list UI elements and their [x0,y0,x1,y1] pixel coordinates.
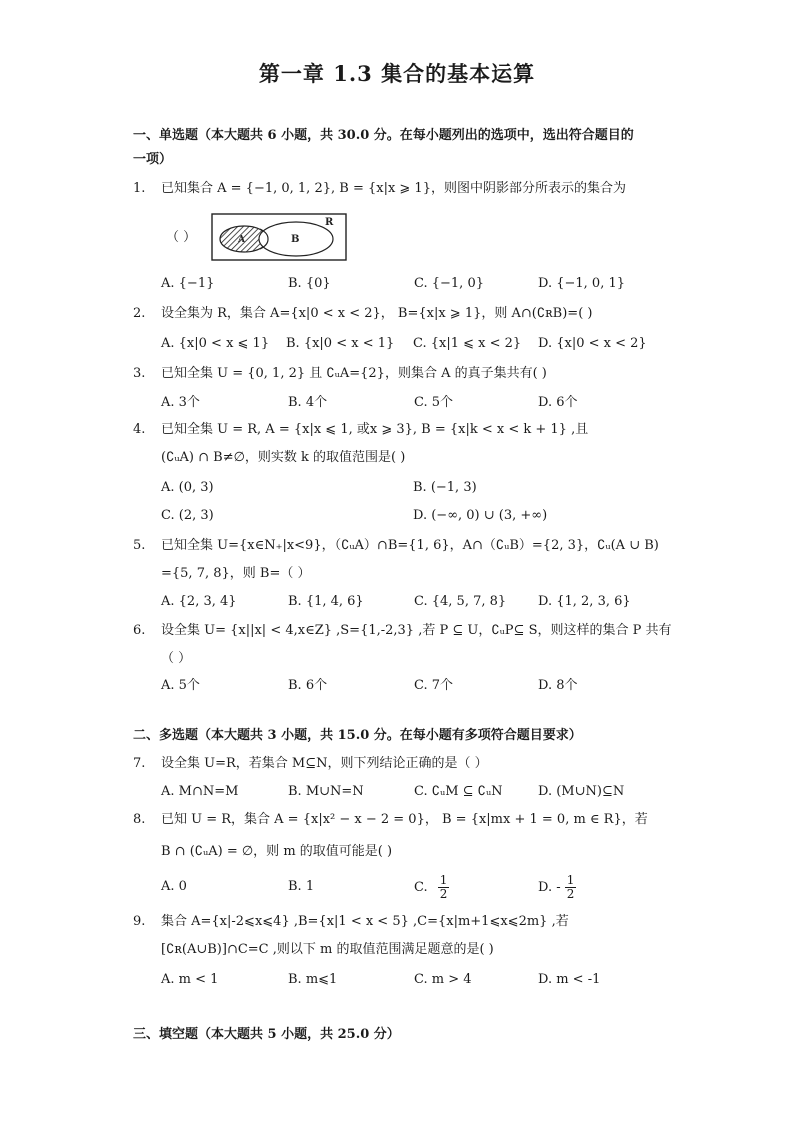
option-d[interactable] [538,874,576,901]
question-4 [133,416,673,472]
question-4-options-row-2 [161,503,681,529]
fraction [438,874,450,901]
question-4-options-row-1 [161,475,681,501]
option-c[interactable]: C. 7个 [414,678,454,693]
venn-label-r: R [325,217,334,228]
section-1-heading [133,124,673,172]
question-stem-line-1: 集合 A={x|-2⩽x⩽4} ,B={x|1 < x < 5} ,C={x|m+1⩽x⩽2m} ,若 [161,914,569,929]
venn-label-b: B [291,234,300,245]
question-9 [133,908,673,964]
option-a[interactable]: A. {x|0 < x ⩽ 1} [161,336,270,351]
option-d-letter: D. - [538,880,561,895]
option-b[interactable]: B. {0} [288,276,331,291]
answer-paren: （ ） [166,230,197,245]
option-c[interactable] [414,874,449,901]
option-d[interactable]: D. (M∪N)⊆N [538,784,625,799]
question-3 [133,360,673,388]
option-c[interactable]: C. 5个 [414,395,454,410]
option-c[interactable]: C. (2, 3) [161,508,214,523]
question-stem-line-1: 已知全集 U={x∈N₊|x<9}，（∁ᵤA）∩B={1, 6}，A∩（∁ᵤB）={2, 3}，∁ᵤ(A ∪ B) [161,538,659,553]
question-number: 6. [133,623,146,638]
option-b[interactable]: B. 1 [288,879,315,894]
option-d[interactable]: D. {1, 2, 3, 6} [538,594,631,609]
question-5 [133,532,673,588]
question-6 [133,617,673,673]
question-7-options [161,779,681,805]
option-b[interactable]: B. M∪N=N [288,784,364,799]
option-b[interactable]: B. (−1, 3) [413,480,477,495]
question-6-options [161,673,681,699]
denominator: 2 [439,887,448,901]
question-3-options [161,390,681,416]
venn-label-a: A [238,235,245,245]
question-number: 1. [133,181,146,196]
question-stem-line-2: [∁ʀ(A∪B)]∩C=C ,则以下 m 的取值范围满足题意的是( ) [161,942,494,957]
option-c[interactable]: C. {4, 5, 7, 8} [414,594,507,609]
section-1-line-1: 一、单选题（本大题共 6 小题，共 30.0 分。在每小题列出的选项中，选出符合题目的 [133,128,634,143]
venn-diagram [211,213,347,261]
section-1-line-2: 一项） [133,152,173,167]
option-d[interactable]: D. {−1, 0, 1} [538,276,626,291]
option-d[interactable]: D. {x|0 < x < 2} [538,336,647,351]
option-c-letter: C. [414,880,428,895]
question-stem-line-2: (∁ᵤA) ∩ B≠∅，则实数 k 的取值范围是( ) [161,450,406,465]
numerator: 1 [566,873,575,887]
option-a[interactable]: A. 5个 [161,678,200,693]
option-d[interactable]: D. 6个 [538,395,578,410]
option-a[interactable]: A. (0, 3) [161,480,214,495]
page-title: 第一章 1.3 集合的基本运算 [258,61,536,86]
question-number: 3. [133,366,146,381]
option-a[interactable]: A. 0 [161,879,187,894]
question-stem-line-1: 设全集 U= {x||x| < 4,x∈Z} ,S={1,-2,3} ,若 P ⊆ U，∁ᵤP⊆ S，则这样的集合 P 共有 [161,623,672,638]
option-b[interactable]: B. {x|0 < x < 1} [286,336,395,351]
denominator: 2 [566,887,575,901]
option-a[interactable]: A. 3个 [161,395,200,410]
option-c[interactable]: C. ∁ᵤM ⊆ ∁ᵤN [414,784,503,799]
question-stem-line-2: （ ） [161,651,192,666]
section-3-heading: 三、填空题（本大题共 5 小题，共 25.0 分） [133,1027,400,1042]
numerator: 1 [439,873,448,887]
question-stem: 已知集合 A = {−1, 0, 1, 2}, B = {x|x ⩾ 1}，则图中阴影部分所表示的集合为 [161,181,626,196]
option-d[interactable]: D. (−∞, 0) ∪ (3, +∞) [413,508,548,523]
question-number: 4. [133,422,146,437]
question-1-options [161,271,681,297]
option-a[interactable]: A. M∩N=M [161,784,239,799]
option-a[interactable]: A. {−1} [161,276,215,291]
option-c[interactable]: C. {−1, 0} [414,276,484,291]
question-stem: 已知全集 U = {0, 1, 2} 且 ∁ᵤA={2}，则集合 A 的真子集共有( ) [161,366,547,381]
question-stem-line-1: 已知全集 U = R, A = {x|x ⩽ 1, 或x ⩾ 3}, B = {x|k < x < k + 1} ,且 [161,422,589,437]
option-d[interactable]: D. 8个 [538,678,578,693]
question-2-options [161,331,681,357]
fraction [565,874,577,901]
question-7 [133,750,673,778]
option-c[interactable]: C. {x|1 ⩽ x < 2} [413,336,522,351]
option-b[interactable]: B. 4个 [288,395,328,410]
question-1 [133,175,673,203]
option-a[interactable]: A. {2, 3, 4} [161,594,237,609]
option-a[interactable]: A. m < 1 [161,972,219,987]
question-8-options [161,872,681,906]
section-2-heading: 二、多选题（本大题共 3 小题，共 15.0 分。在每小题有多项符合题目要求） [133,728,582,743]
question-5-options [161,589,681,615]
question-stem-line-1: 已知 U = R，集合 A = {x|x² − x − 2 = 0}， B = {x|mx + 1 = 0, m ∈ R}，若 [161,812,648,827]
option-d[interactable]: D. m < -1 [538,972,601,987]
option-c[interactable]: C. m > 4 [414,972,472,987]
option-b[interactable]: B. {1, 4, 6} [288,594,364,609]
question-number: 9. [133,914,146,929]
question-number: 8. [133,812,146,827]
question-stem-line-2: ={5, 7, 8}，则 B=（ ） [161,566,311,581]
question-stem: 设全集为 R，集合 A={x|0 < x < 2}， B={x|x ⩾ 1}，则 A∩(∁ʀB)=( ) [161,306,593,321]
question-number: 7. [133,756,146,771]
question-number: 5. [133,538,146,553]
question-8 [133,806,673,866]
question-number: 2. [133,306,146,321]
question-stem-line-2: B ∩ (∁ᵤA) = ∅，则 m 的取值可能是( ) [161,844,393,859]
option-b[interactable]: B. 6个 [288,678,328,693]
question-2 [133,300,673,328]
question-9-options [161,967,681,993]
option-b[interactable]: B. m⩽1 [288,972,338,987]
question-stem: 设全集 U=R，若集合 M⊆N，则下列结论正确的是（ ） [161,756,488,771]
